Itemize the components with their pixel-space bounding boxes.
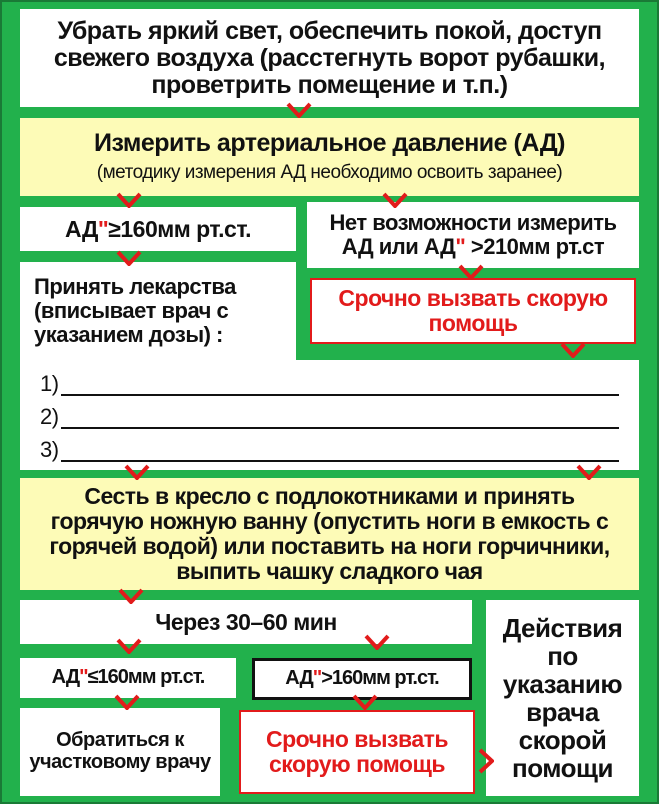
chevron-down-icon [116, 638, 142, 654]
step-take-medicine: Принять лекарства (вписывает врач с указанием дозы) : [20, 262, 296, 360]
step-wait-30-60-min: Через 30–60 мин [20, 600, 472, 644]
branch-no-measure-or-210: Нет возможности измерить АД или АД" >210мм рт.ст [307, 202, 639, 268]
chevron-down-icon [114, 694, 140, 710]
step-call-ambulance-second: Срочно вызвать скорую помощь [239, 710, 475, 794]
chevron-down-icon [364, 634, 390, 650]
chevron-down-icon [560, 342, 586, 358]
chevron-right-icon [478, 748, 494, 774]
chevron-down-icon [286, 102, 312, 118]
step-ambulance-doctor-actions: Действия по указанию врача скорой помощи [486, 600, 639, 796]
branch-ad-160-or-more: АД " ≥160мм рт.ст. [20, 207, 296, 251]
step-foot-bath: Сесть в кресло с подлокотниками и принять горячую ножную ванну (опустить ноги в емкость с горячей водой) или поставить на ноги горчичники, выпить чашку сладкого чая [20, 478, 639, 590]
step-measure-title: Измерить артериальное давление (АД) [94, 129, 565, 158]
chevron-down-icon [576, 464, 602, 480]
chevron-down-icon [458, 264, 484, 280]
chevron-down-icon [352, 694, 378, 710]
medicine-lines [40, 366, 619, 466]
medicine-line: 3) [40, 432, 619, 462]
step-measure-pressure [20, 118, 639, 196]
medicine-line: 2) [40, 399, 619, 429]
branch-ad-over-160: АД " >160мм рт.ст. [252, 658, 472, 700]
step-calm-fresh-air: Убрать яркий свет, обеспечить покой, доступ свежего воздуха (расстегнуть ворот рубашки, проветрить помещение и т.п.) [20, 9, 639, 107]
step-measure-note: (методику измерения АД необходимо освоить заранее) [96, 162, 563, 184]
chevron-down-icon [124, 464, 150, 480]
medicine-line: 1) [40, 366, 619, 396]
chevron-down-icon [118, 588, 144, 604]
step-call-ambulance-urgent: Срочно вызвать скорую помощь [310, 278, 636, 344]
chevron-down-icon [382, 192, 408, 208]
branch-ad-160-or-less: АД " ≤160мм рт.ст. [20, 658, 236, 698]
chevron-down-icon [116, 250, 142, 266]
medicine-lines-block [20, 360, 639, 470]
chevron-down-icon [116, 192, 142, 208]
step-see-local-doctor: Обратиться к участковому врачу [20, 708, 220, 796]
